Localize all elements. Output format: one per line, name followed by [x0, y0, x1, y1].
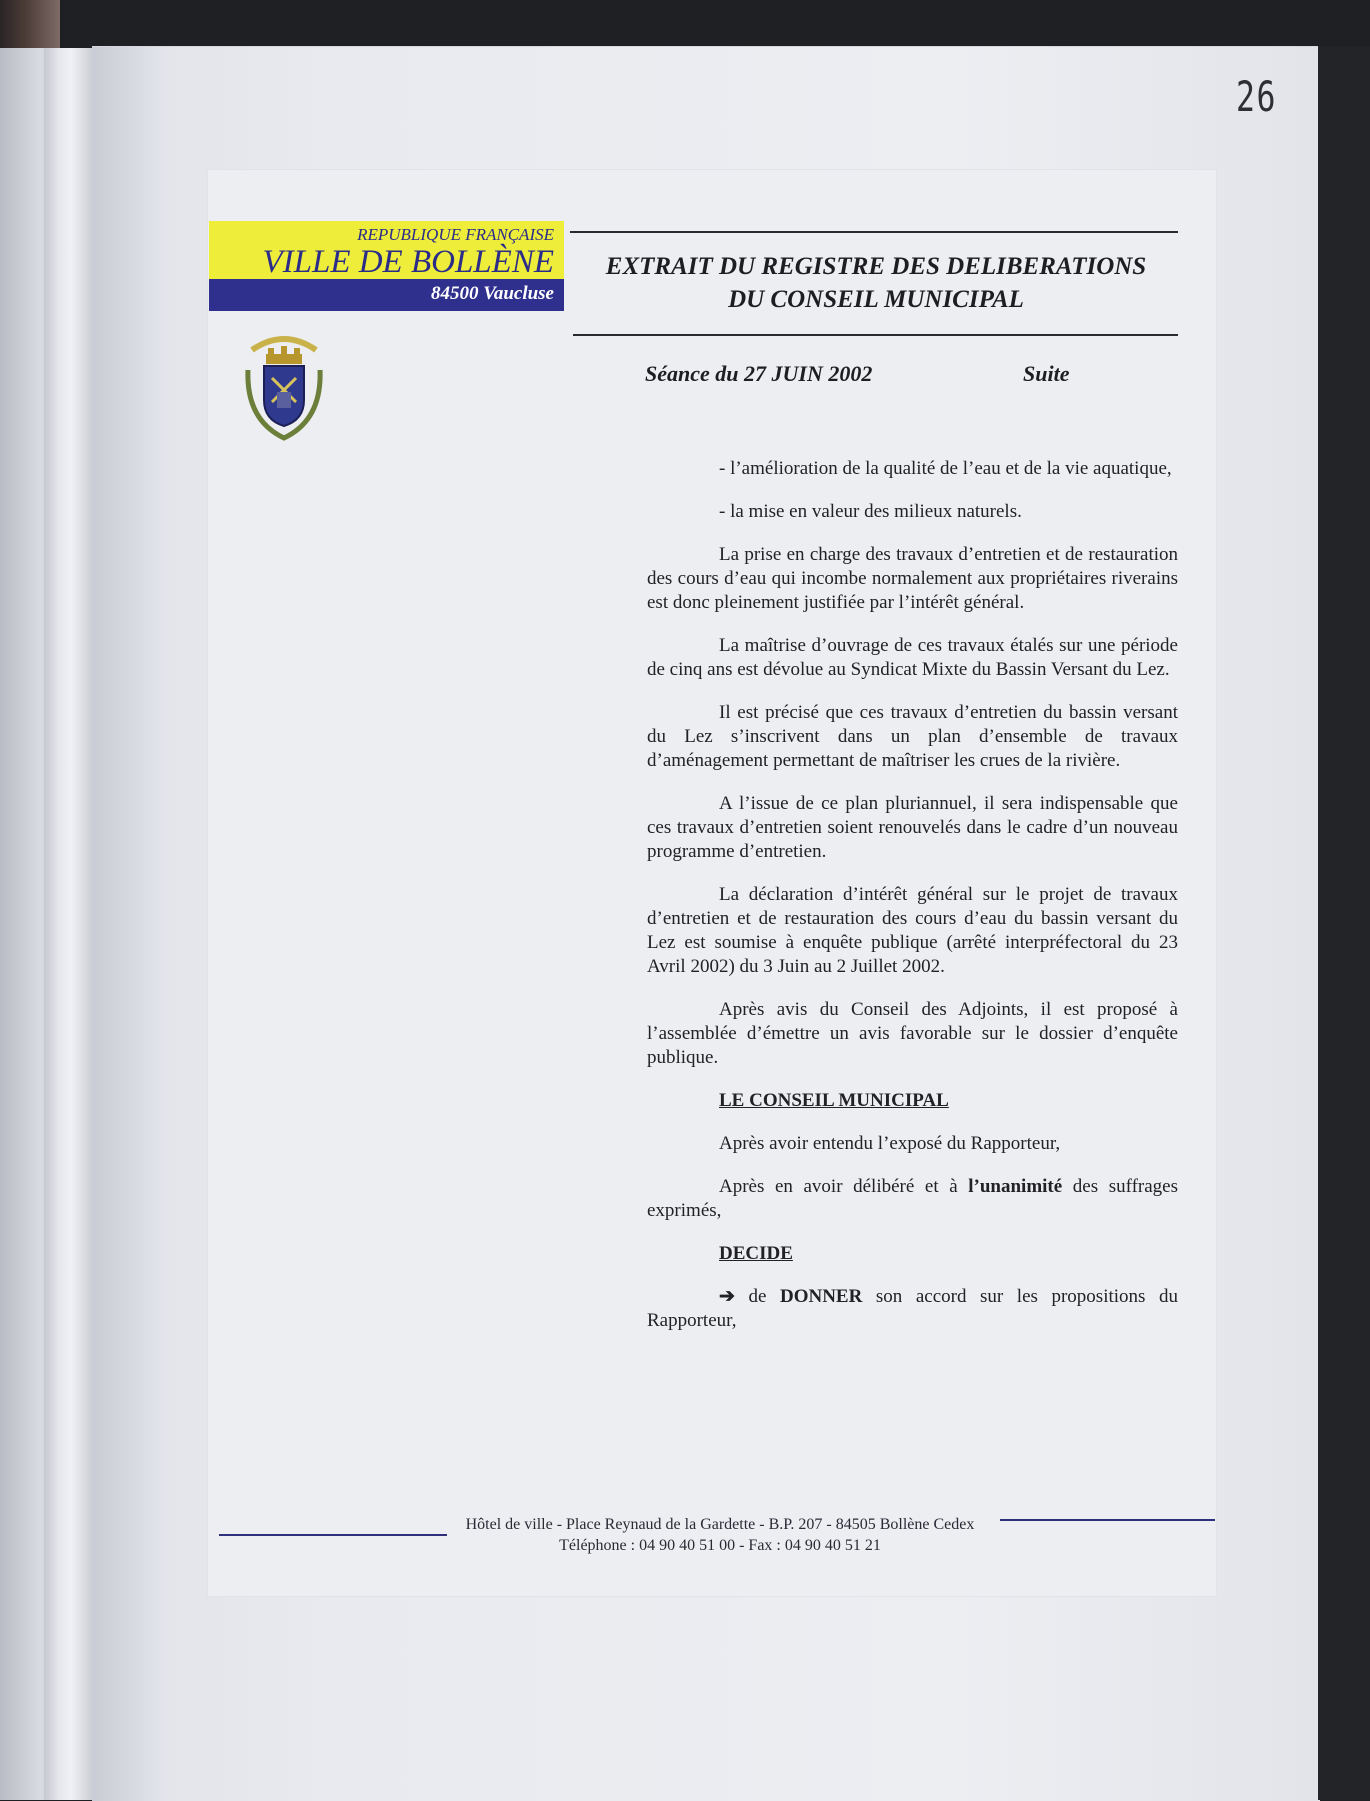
- paragraph-avis-adjoints: Après avis du Conseil des Adjoints, il est proposé à l’assemblée d’émettre un avis favorable sur le dossier d’enquête publique.: [647, 999, 1178, 1068]
- paragraph-amelioration: - l’amélioration de la qualité de l’eau et de la vie aquatique,: [719, 458, 1172, 479]
- paragraph-plan-ensemble: Il est précisé que ces travaux d’entretien du bassin versant du Lez s’inscrivent dans un plan d’ensemble de travaux d’aménagement permettant de maîtriser les crues de la rivière.: [647, 702, 1178, 771]
- republique-francaise-label: REPUBLIQUE FRANÇAISE: [357, 225, 554, 244]
- paragraph-maitrise-ouvrage: La maîtrise d’ouvrage de ces travaux étalés sur une période de cinq ans est dévolue au Syndicat Mixte du Bassin Versant du Lez.: [647, 635, 1178, 680]
- paragraph-prise-en-charge: La prise en charge des travaux d’entretien et de restauration des cours d’eau qui incombe normalement aux propriétaires riverains est donc pleinement justifiée par l’intérêt général.: [647, 544, 1178, 613]
- footer-rule-right: [1000, 1519, 1215, 1521]
- suite-label: Suite: [1023, 361, 1070, 386]
- postal-label: 84500 Vaucluse: [431, 283, 554, 304]
- delibere-text-start: Après en avoir délibéré et à: [719, 1176, 969, 1197]
- conseil-municipal-heading: LE CONSEIL MUNICIPAL: [719, 1090, 949, 1111]
- donner-text-start: de: [734, 1286, 780, 1307]
- binder-strip: [44, 48, 94, 1800]
- title-rule-top: [570, 231, 1178, 233]
- delibere-text-end: des suffrages exprimés,: [647, 1176, 1178, 1221]
- paragraph-expose: Après avoir entendu l’exposé du Rapporteur,: [719, 1133, 1061, 1154]
- footer-rule-left: [219, 1534, 447, 1536]
- seance-date: Séance du 27 JUIN 2002: [645, 361, 873, 386]
- unanimite-label: l’unanimité: [968, 1176, 1063, 1197]
- footer-phone: Téléphone : 04 90 40 51 00 - Fax : 04 90 40 51 21: [559, 1537, 881, 1554]
- title-line-1: EXTRAIT DU REGISTRE DES DELIBERATIONS: [605, 253, 1147, 280]
- donner-text-end: son accord sur les propositions du Rapporteur,: [647, 1286, 1178, 1331]
- title-rule-bottom: [573, 334, 1178, 336]
- paragraph-donner: [647, 1285, 1178, 1333]
- ville-de-bollene-label: VILLE DE BOLLÈNE: [262, 244, 554, 280]
- paragraph-declaration: La déclaration d’intérêt général sur le projet de travaux d’entretien et de restauration des cours d’eau du bassin versant du Lez est soumise à enquête publique (arrêté interpréfectoral du 23 Avril 2002) du 3 Juin au 2 Juillet 2002.: [647, 884, 1178, 977]
- paragraph-mise-en-valeur: - la mise en valeur des milieux naturels.: [719, 501, 1022, 522]
- arrow-right-icon: ➔: [719, 1286, 735, 1307]
- paragraph-plan-pluriannuel: A l’issue de ce plan pluriannuel, il sera indispensable que ces travaux d’entretien soient renouvelés dans le cadre d’un nouveau programme d’entretien.: [647, 793, 1178, 862]
- footer-address: Hôtel de ville - Place Reynaud de la Gardette - B.P. 207 - 84505 Bollène Cedex: [465, 1516, 975, 1533]
- page-number: 26: [1236, 72, 1277, 121]
- donner-label: DONNER: [779, 1286, 863, 1307]
- document-title: [575, 250, 1177, 316]
- paragraph-delibere: [647, 1175, 1178, 1223]
- deliberation-body: [647, 457, 1178, 1352]
- title-line-2: DU CONSEIL MUNICIPAL: [728, 286, 1024, 313]
- scan-background: [1318, 46, 1370, 1800]
- decide-heading: DECIDE: [719, 1243, 793, 1264]
- bollene-coat-of-arms-icon: [244, 330, 324, 444]
